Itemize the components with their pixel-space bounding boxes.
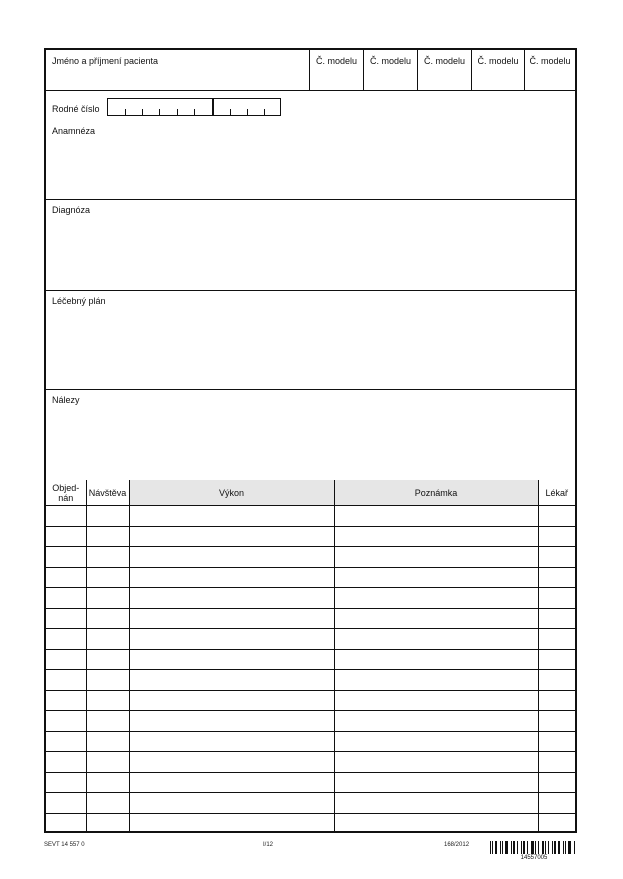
- barcode-bar: [554, 841, 556, 854]
- digit-tick: [194, 109, 195, 115]
- note-cell[interactable]: [334, 772, 538, 793]
- findings-section[interactable]: [46, 389, 575, 480]
- procedure-cell[interactable]: [129, 793, 334, 814]
- visit-cell[interactable]: [86, 793, 129, 814]
- barcode-bar: [574, 841, 575, 854]
- col-header-ordered-label: Objed- nán: [52, 482, 80, 503]
- digit-tick: [125, 109, 126, 115]
- ordered-cell[interactable]: [46, 813, 86, 833]
- visit-cell[interactable]: [86, 567, 129, 588]
- barcode-bar: [535, 841, 536, 854]
- barcode-bar: [527, 841, 528, 854]
- barcode-number: 14557005: [520, 855, 548, 861]
- digit-tick: [142, 109, 143, 115]
- findings-label: Nálezy: [52, 395, 80, 405]
- model-number-label: Č. modelu: [369, 56, 412, 66]
- note-cell[interactable]: [334, 793, 538, 814]
- procedure-cell[interactable]: [129, 813, 334, 833]
- ordered-cell[interactable]: [46, 526, 86, 547]
- ordered-cell[interactable]: [46, 629, 86, 650]
- doctor-cell[interactable]: [538, 731, 575, 752]
- visit-cell[interactable]: [86, 649, 129, 670]
- anamnesis-label: Anamnéza: [52, 126, 96, 136]
- table-row: [46, 608, 575, 629]
- model-number-label: Č. modelu: [477, 56, 519, 66]
- digit-tick: [230, 109, 231, 115]
- table-row: [46, 793, 575, 814]
- barcode: [490, 841, 578, 854]
- visit-cell[interactable]: [86, 608, 129, 629]
- barcode-bar: [538, 841, 539, 854]
- col-header-note-label: Poznámka: [414, 487, 458, 498]
- procedure-cell[interactable]: [129, 690, 334, 711]
- note-cell[interactable]: [334, 588, 538, 609]
- procedure-cell[interactable]: [129, 711, 334, 732]
- birth-number-label: Rodné číslo: [52, 104, 100, 114]
- barcode-bar: [490, 841, 491, 854]
- footer-version: I/12: [263, 842, 274, 848]
- visit-cell[interactable]: [86, 670, 129, 691]
- procedure-cell[interactable]: [129, 588, 334, 609]
- table-row: [46, 629, 575, 650]
- ordered-cell[interactable]: [46, 670, 86, 691]
- doctor-cell[interactable]: [538, 670, 575, 691]
- visit-cell[interactable]: [86, 547, 129, 568]
- patient-name-label: Jméno a příjmení pacienta: [52, 56, 159, 66]
- doctor-cell[interactable]: [538, 608, 575, 629]
- visit-cell[interactable]: [86, 813, 129, 833]
- barcode-bar: [568, 841, 571, 854]
- barcode-bar: [531, 841, 534, 854]
- note-cell[interactable]: [334, 711, 538, 732]
- col-header-doctor: [538, 480, 575, 506]
- visit-cell[interactable]: [86, 629, 129, 650]
- visit-cell[interactable]: [86, 506, 129, 527]
- procedure-cell[interactable]: [129, 772, 334, 793]
- digit-tick: [159, 109, 160, 115]
- model-number-cell-3[interactable]: [417, 50, 471, 90]
- procedure-cell[interactable]: [129, 547, 334, 568]
- model-number-label: Č. modelu: [315, 56, 358, 66]
- doctor-cell[interactable]: [538, 588, 575, 609]
- doctor-cell[interactable]: [538, 526, 575, 547]
- visit-cell[interactable]: [86, 588, 129, 609]
- procedure-cell[interactable]: [129, 506, 334, 527]
- visit-cell[interactable]: [86, 711, 129, 732]
- barcode-bar: [565, 841, 566, 854]
- doctor-cell[interactable]: [538, 649, 575, 670]
- doctor-cell[interactable]: [538, 752, 575, 773]
- procedure-cell[interactable]: [129, 567, 334, 588]
- model-number-label: Č. modelu: [529, 56, 571, 66]
- col-header-note: [334, 480, 538, 506]
- ordered-cell[interactable]: [46, 752, 86, 773]
- table-row: [46, 506, 575, 527]
- col-header-procedure-label: Výkon: [218, 487, 244, 498]
- barcode-bar: [558, 841, 560, 854]
- col-header-doctor-label: Lékař: [545, 487, 568, 498]
- table-row: [46, 567, 575, 588]
- ordered-cell[interactable]: [46, 690, 86, 711]
- procedure-cell[interactable]: [129, 649, 334, 670]
- model-number-cell-5[interactable]: [524, 50, 575, 90]
- table-row: [46, 711, 575, 732]
- doctor-cell[interactable]: [538, 547, 575, 568]
- note-cell[interactable]: [334, 731, 538, 752]
- model-number-cell-1[interactable]: [309, 50, 363, 90]
- barcode-bar: [511, 841, 512, 854]
- barcode-bar: [523, 841, 525, 854]
- barcode-bar: [513, 841, 515, 854]
- visit-log-body: [46, 506, 575, 834]
- note-cell[interactable]: [334, 690, 538, 711]
- barcode-bar: [563, 841, 564, 854]
- barcode-bar: [495, 841, 497, 854]
- digit-tick: [264, 109, 265, 115]
- barcode-bar: [545, 841, 546, 854]
- model-number-label: Č. modelu: [423, 56, 466, 66]
- visit-cell[interactable]: [86, 690, 129, 711]
- footer-date-code: 168/2012: [444, 842, 470, 848]
- ordered-cell[interactable]: [46, 588, 86, 609]
- ordered-cell[interactable]: [46, 608, 86, 629]
- barcode-bar: [517, 841, 518, 854]
- table-row: [46, 690, 575, 711]
- procedure-cell[interactable]: [129, 608, 334, 629]
- ordered-cell[interactable]: [46, 506, 86, 527]
- barcode-bar: [492, 841, 493, 854]
- note-cell[interactable]: [334, 813, 538, 833]
- doctor-cell[interactable]: [538, 793, 575, 814]
- ordered-cell[interactable]: [46, 772, 86, 793]
- note-cell[interactable]: [334, 670, 538, 691]
- treatment-plan-label: Léčebný plán: [52, 296, 106, 306]
- barcode-bar: [505, 841, 508, 854]
- doctor-cell[interactable]: [538, 690, 575, 711]
- birth-number-field[interactable]: [107, 98, 281, 116]
- digit-separator: [212, 99, 214, 115]
- diagnosis-label: Diagnóza: [52, 205, 91, 215]
- barcode-bar: [500, 841, 501, 854]
- barcode-bar: [542, 841, 544, 854]
- digit-tick: [247, 109, 248, 115]
- dental-record-form: [44, 48, 577, 833]
- col-header-ordered: [46, 480, 86, 506]
- ordered-cell[interactable]: [46, 649, 86, 670]
- anamnesis-section[interactable]: [46, 90, 575, 200]
- procedure-cell[interactable]: [129, 731, 334, 752]
- ordered-cell[interactable]: [46, 731, 86, 752]
- header-row: [46, 50, 575, 91]
- note-cell[interactable]: [334, 752, 538, 773]
- procedure-cell[interactable]: [129, 526, 334, 547]
- ordered-cell[interactable]: [46, 711, 86, 732]
- ordered-cell[interactable]: [46, 547, 86, 568]
- footer-form-code: SEVT 14 557 0: [44, 842, 85, 848]
- procedure-cell[interactable]: [129, 670, 334, 691]
- col-header-visit-label: Návštěva: [88, 487, 127, 498]
- col-header-visit: [86, 480, 129, 506]
- table-row: [46, 649, 575, 670]
- visit-cell[interactable]: [86, 526, 129, 547]
- note-cell[interactable]: [334, 629, 538, 650]
- visit-log-table: [46, 480, 575, 833]
- procedure-cell[interactable]: [129, 752, 334, 773]
- table-header-row: [46, 480, 575, 506]
- note-cell[interactable]: [334, 649, 538, 670]
- diagnosis-section[interactable]: [46, 199, 575, 291]
- treatment-plan-section[interactable]: [46, 290, 575, 390]
- doctor-cell[interactable]: [538, 567, 575, 588]
- procedure-cell[interactable]: [129, 629, 334, 650]
- col-header-procedure: [129, 480, 334, 506]
- visit-cell[interactable]: [86, 731, 129, 752]
- note-cell[interactable]: [334, 567, 538, 588]
- ordered-cell[interactable]: [46, 567, 86, 588]
- barcode-bar: [548, 841, 549, 854]
- ordered-cell[interactable]: [46, 793, 86, 814]
- table-row: [46, 813, 575, 833]
- model-number-cell-4[interactable]: [471, 50, 524, 90]
- barcode-bar: [502, 841, 503, 854]
- table-row: [46, 547, 575, 568]
- doctor-cell[interactable]: [538, 772, 575, 793]
- table-row: [46, 588, 575, 609]
- note-cell[interactable]: [334, 506, 538, 527]
- note-cell[interactable]: [334, 526, 538, 547]
- doctor-cell[interactable]: [538, 813, 575, 833]
- note-cell[interactable]: [334, 547, 538, 568]
- table-row: [46, 731, 575, 752]
- table-row: [46, 670, 575, 691]
- visit-cell[interactable]: [86, 752, 129, 773]
- doctor-cell[interactable]: [538, 506, 575, 527]
- table-row: [46, 772, 575, 793]
- model-number-cell-2[interactable]: [363, 50, 417, 90]
- table-row: [46, 526, 575, 547]
- note-cell[interactable]: [334, 608, 538, 629]
- table-row: [46, 752, 575, 773]
- doctor-cell[interactable]: [538, 629, 575, 650]
- barcode-bar: [552, 841, 553, 854]
- doctor-cell[interactable]: [538, 711, 575, 732]
- digit-tick: [177, 109, 178, 115]
- visit-cell[interactable]: [86, 772, 129, 793]
- barcode-bar: [521, 841, 522, 854]
